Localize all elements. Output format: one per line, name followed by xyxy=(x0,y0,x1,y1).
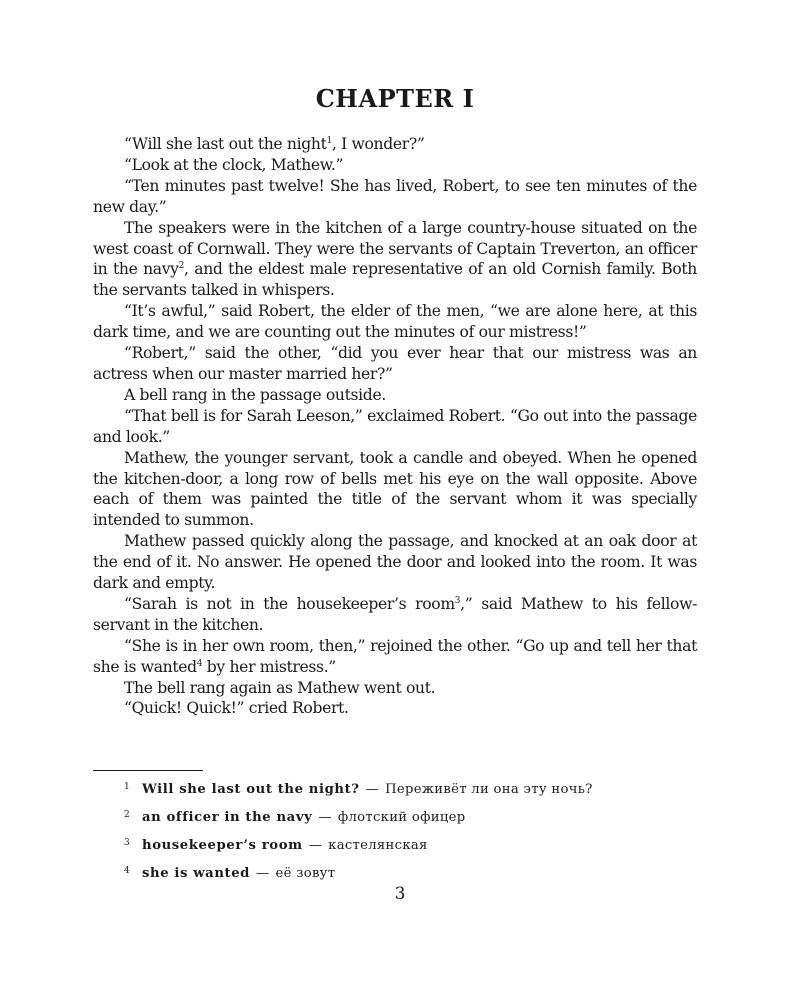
footnote-dash: — xyxy=(318,810,332,825)
footnote-ref[interactable]: 2 xyxy=(178,261,185,272)
page-number: 3 xyxy=(394,884,406,904)
paragraph: “Quick! Quick!” cried Robert. xyxy=(124,699,349,718)
chapter-body xyxy=(93,134,697,719)
paragraph: “Sarah is not in the housekeeper’s room$^3$,” said Mathew to his fellow-servant in the kitchen. xyxy=(93,594,697,634)
paragraph: A bell rang in the passage outside. xyxy=(124,385,386,404)
chapter-title: CHAPTER I xyxy=(315,84,475,113)
footnote-ref[interactable]: 1 xyxy=(326,135,332,146)
footnote-term: Will she last out the night? xyxy=(142,782,360,797)
paragraph: Mathew passed quickly along the passage, and knocked at an oak door at the end of it. No answer. He opened the door and looked into the room. It was dark and empty. xyxy=(93,532,697,593)
footnote-dash: — xyxy=(256,866,270,881)
paragraph: “Look at the clock, Mathew.” xyxy=(124,155,344,174)
paragraph: “Will she last out the night$^1$, I wonder?” xyxy=(124,135,425,153)
footnotes xyxy=(124,776,704,888)
footnote-term: housekeeper’s room xyxy=(142,838,303,853)
footnote-translation: Переживёт ли она эту ночь? xyxy=(385,782,593,797)
footnote-term: she is wanted xyxy=(142,866,251,881)
paragraph: Mathew, the younger servant, took a candle and obeyed. When he opened the kitchen-door, a long row of bells met his eye on the wall opposite. Above each of them was painted the title of the servant whom it was specially intended to summon. xyxy=(93,448,697,530)
paragraph: “That bell is for Sarah Leeson,” exclaimed Robert. “Go out into the passage and look.” xyxy=(93,406,697,446)
footnote-dash: — xyxy=(365,782,380,797)
footnote-number: 2 xyxy=(124,810,131,820)
footnote-number: 1 xyxy=(124,782,131,792)
footnote-term: an officer in the navy xyxy=(142,810,313,825)
paragraph: The speakers were in the kitchen of a large country-house situated on the west coast of Cornwall. They were the servants of Captain Treverton, an officer in the navy$^2$, and the eldest male representative of an old Cornish family. Both the servants talked in whispers. xyxy=(93,218,697,300)
footnote-divider xyxy=(93,770,203,771)
footnote-ref[interactable]: 3 xyxy=(454,595,461,606)
paragraph: “Ten minutes past twelve! She has lived, Robert, to see ten minutes of the new day.” xyxy=(93,176,697,216)
page-content xyxy=(93,84,697,719)
paragraph: “It’s awful,” said Robert, the elder of the men, “we are alone here, at this dark time, and we are counting out the minutes of our mistress!” xyxy=(93,302,697,342)
footnote-translation: флотский офицер xyxy=(337,810,466,825)
footnote-item xyxy=(124,804,704,832)
paragraph: “She is in her own room, then,” rejoined the other. “Go up and tell her that she is wanted$^4$ by her mistress.” xyxy=(93,636,697,676)
paragraph: The bell rang again as Mathew went out. xyxy=(124,678,436,697)
footnote-item xyxy=(124,832,704,860)
footnote-ref[interactable]: 4 xyxy=(196,658,203,669)
footnote-item xyxy=(124,776,704,804)
footnote-translation: её зовут xyxy=(275,866,336,881)
paragraph: “Robert,” said the other, “did you ever hear that our mistress was an actress when our master married her?” xyxy=(93,344,697,383)
footnote-translation: кастелянская xyxy=(328,838,428,853)
footnote-number: 3 xyxy=(124,838,131,848)
footnote-dash: — xyxy=(308,838,323,853)
footnote-number: 4 xyxy=(124,866,131,876)
